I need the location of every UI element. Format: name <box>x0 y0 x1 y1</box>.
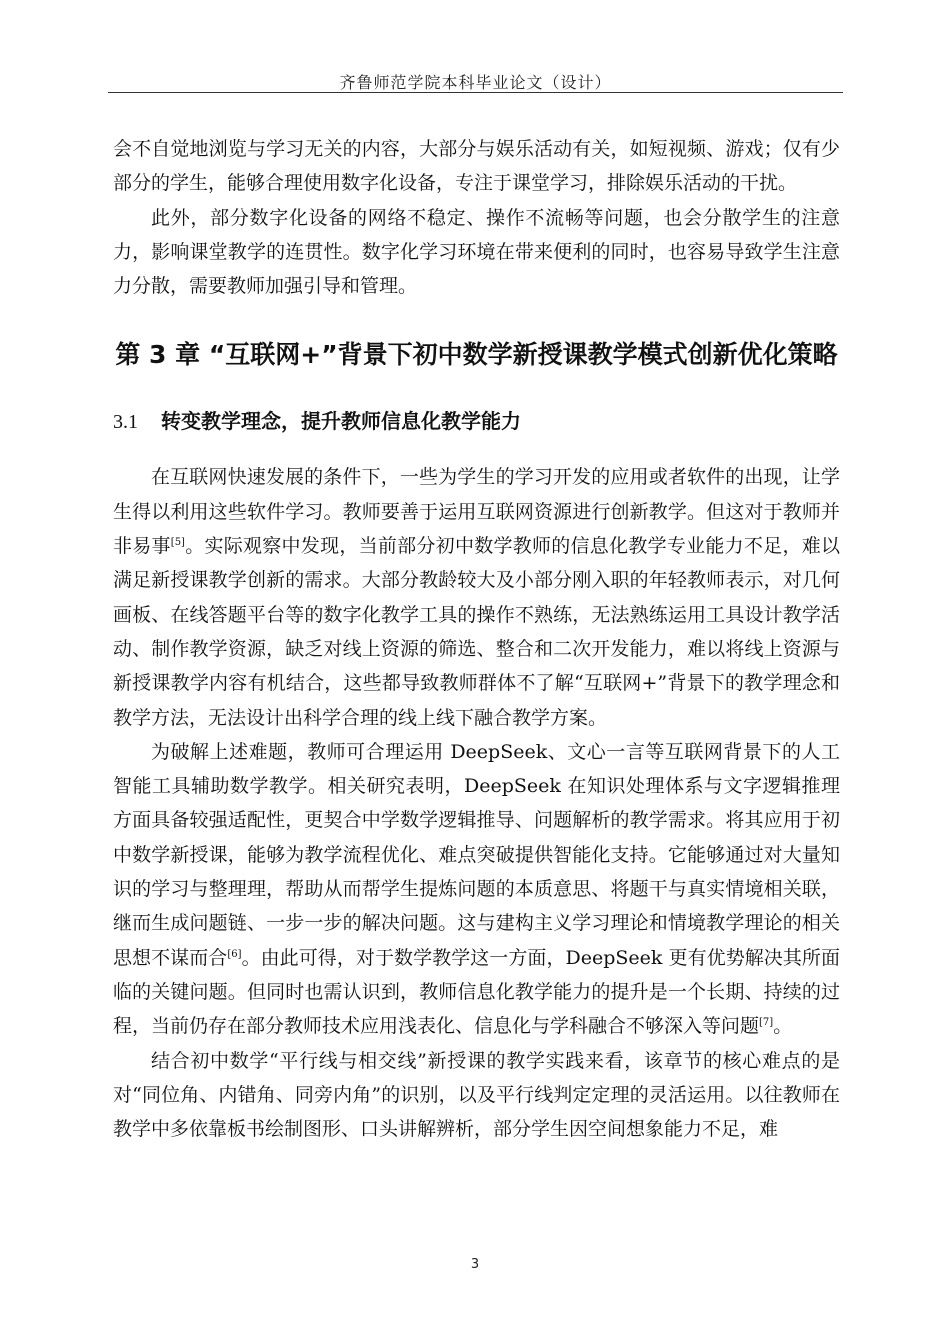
paragraph <box>113 735 840 1044</box>
citation-ref: [7] <box>759 1017 774 1029</box>
paragraph-text: 。 <box>773 1015 793 1038</box>
section-title: 转变教学理念，提升教师信息化教学能力 <box>161 409 521 434</box>
paragraph: 结合初中数学“平行线与相交线”新授课的教学实践来看，该章节的核心难点的是对“同位角、内错角、同旁内角”的识别，以及平行线判定定理的灵活运用。以往教师在教学中多依靠板书绘制图形、口头讲解辨析，部分学生因空间想象能力不足，难 <box>113 1049 840 1141</box>
running-header: 齐鲁师范学院本科毕业论文（设计） <box>339 73 612 92</box>
page-number: 3 <box>470 1257 480 1272</box>
section-number: 3.1 <box>113 411 138 434</box>
body-text <box>113 132 840 1146</box>
citation-ref: [6] <box>227 948 242 960</box>
paragraph-text: 为破解上述难题，教师可合理运用 DeepSeek、文心一言等互联网背景下的人工智能工具辅助数学教学。相关研究表明，DeepSeek 在知识处理体系与文字逻辑推理方面具备较强适配性，更契合中学数学逻辑推导、问题解析的教学需求。将其应用于初中数学新授课，能够为教学流程优化、难点突破提供智能化支持。它能够通过对大量知识的学习与整理理，帮助从而帮学生提炼问题的本质意思、将题干与真实情境相关联，继而生成问题链、一步一步的解决问题。这与建构主义学习理论和情境教学理论的相关思想不谋而合 <box>113 740 840 969</box>
paragraph-text: 在互联网快速发展的条件下，一些为学生的学习开发的应用或者软件的出现，让学生得以利用这些软件学习。教师要善于运用互联网资源进行创新教学。但这对于教师并非易事 <box>113 466 840 558</box>
paragraph: 此外，部分数字化设备的网络不稳定、操作不流畅等问题，也会分散学生的注意力，影响课堂教学的连贯性。数字化学习环境在带来便利的同时，也容易导致学生注意力分散，需要教师加强引导和管理。 <box>113 206 840 298</box>
chapter-heading: 第 3 章 “互联网+”背景下初中数学新授课教学模式创新优化策略 <box>115 340 838 370</box>
paragraph-text: 。由此可得，对于数学教学这一方面，DeepSeek 更有优势解决其所面临的关键问题。但同时也需认识到，教师信息化教学能力的提升是一个长期、持续的过程，当前仍存在部分教师技术应用浅表化、信息化与学科融合不够深入等问题 <box>113 946 840 1038</box>
paragraph-continued: 会不自觉地浏览与学习无关的内容，大部分与娱乐活动有关，如短视频、游戏；仅有少部分的学生，能够合理使用数字化设备，专注于课堂学习，排除娱乐活动的干扰。 <box>113 138 840 195</box>
section-heading <box>113 393 840 450</box>
paragraph <box>113 460 840 734</box>
paragraph-text: 。实际观察中发现，当前部分初中数学教师的信息化教学专业能力不足，难以满足新授课教学创新的需求。大部分教龄较大及小部分刚入职的年轻教师表示，对几何画板、在线答题平台等的数字化教学工具的操作不熟练，无法熟练运用工具设计教学活动、制作教学资源，缺乏对线上资源的筛选、整合和二次开发能力，难以将线上资源与新授课教学内容有机结合，这些都导致教师群体不了解“互联网+”背景下的教学理念和教学方法，无法设计出科学合理的线上线下融合教学方案。 <box>113 535 840 729</box>
header-rule <box>108 92 843 93</box>
citation-ref: [5] <box>170 537 185 549</box>
